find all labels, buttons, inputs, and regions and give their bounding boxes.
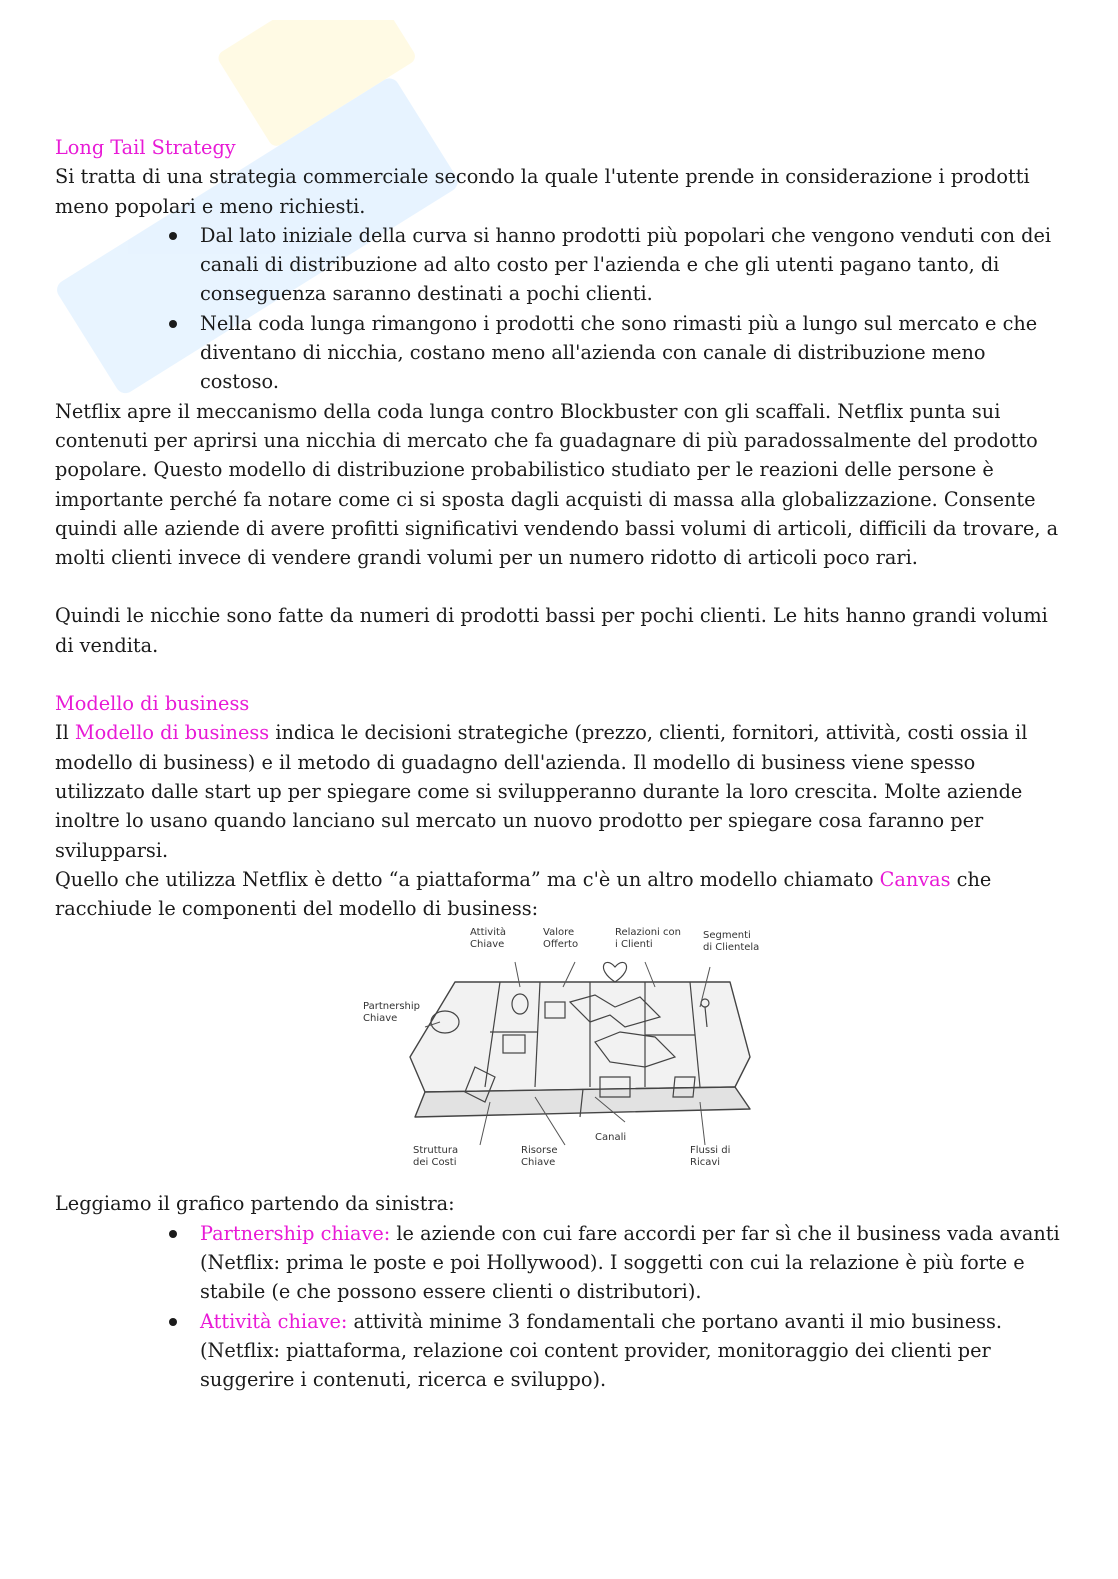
long-tail-intro: Si tratta di una strategia commerciale secondo la quale l'utente prende in considerazione i prodotti meno popolari e meno richiesti. [55,165,1030,218]
business-model-highlight: Modello di business [74,721,270,745]
label-segmenti-clientela: Segmenti di Clientela [703,930,760,954]
label-relazioni-clienti: Relazioni con i Clienti [615,927,681,951]
list-item: Partnership chiave: le aziende con cui fare accordi per far sì che il business vada avanti (Netflix: prima le poste e poi Hollywood). I soggetti con cui la relazione è più forte e stabile (e che possono essere clienti o distributori). [200,1219,1065,1307]
heading-business-model: Modello di business [55,692,250,716]
niche-paragraph: Quindi le nicchie sono fatte da numeri di prodotti bassi per pochi clienti. Le hits hanno grandi volumi di vendita. [55,604,1048,657]
label-partnership-chiave: Partnership Chiave [363,1001,421,1025]
canvas-components-list [55,1219,1065,1395]
term-attivita: Attività chiave: [200,1309,348,1333]
read-intro: Leggiamo il grafico partendo da sinistra: [55,1192,455,1216]
business-model-paragraph: Il Modello di business indica le decisioni strategiche (prezzo, clienti, fornitori, attività, costi ossia il modello di business) e il metodo di guadagno dell'azienda. Il modello di business viene spesso utilizzato dalle start up per spiegare come si svilupperanno durante la loro crescita. Molte aziende inoltre lo usano quando lanciano sul mercato un nuovo prodotto per spiegare cosa faranno per svilupparsi. [55,721,1028,862]
term-partnership: Partnership chiave: [200,1221,391,1245]
list-item: Nella coda lunga rimangono i prodotti che sono rimasti più a lungo sul mercato e che diventano di nicchia, costano meno all'azienda con canale di distribuzione meno costoso. [200,309,1065,397]
label-canali: Canali [595,1132,627,1144]
canvas-paragraph: Quello che utilizza Netflix è detto “a piattaforma” ma c'è un altro modello chiamato Canvas che racchiude le componenti del modello di business: [55,867,992,921]
canvas-illustration [355,927,765,1177]
list-item: Attività chiave: attività minime 3 fondamentali che portano avanti il mio business. (Netflix: piattaforma, relazione coi content provider, monitoraggio dei clienti per suggerire i contenuti, ricerca e sviluppo). [200,1307,1065,1395]
label-risorse-chiave: Risorse Chiave [521,1145,558,1169]
heading-long-tail: Long Tail Strategy [55,136,236,159]
label-attivita-chiave: Attività Chiave [470,927,507,951]
canvas-highlight: Canvas [879,867,951,891]
label-flussi-ricavi: Flussi di Ricavi [690,1145,731,1169]
label-valore-offerto: Valore Offerto [543,927,579,951]
business-model-canvas-figure [355,927,765,1177]
label-struttura-costi: Struttura dei Costi [413,1145,459,1169]
netflix-paragraph: Netflix apre il meccanismo della coda lunga contro Blockbuster con gli scaffali. Netflix punta sui contenuti per aprirsi una nicchia di mercato che fa guadagnare di più paradossalmente del prodotto popolare. Questo modello di distribuzione probabilistico studiato per le reazioni delle persone è importante perché fa notare come ci si sposta dagli acquisti di massa alla globalizzazione. Consente quindi alle aziende di avere profitti significativi vendendo bassi volumi di articoli, difficili da trovare, a molti clienti invece di vendere grandi volumi per un numero ridotto di articoli poco rari. [55,399,1059,570]
list-item: Dal lato iniziale della curva si hanno prodotti più popolari che vengono venduti con dei canali di distribuzione ad alto costo per l'azienda e che gli utenti pagano tanto, di conseguenza saranno destinati a pochi clienti. [200,221,1065,309]
long-tail-bullets [55,221,1065,397]
document-page [55,133,1065,1395]
